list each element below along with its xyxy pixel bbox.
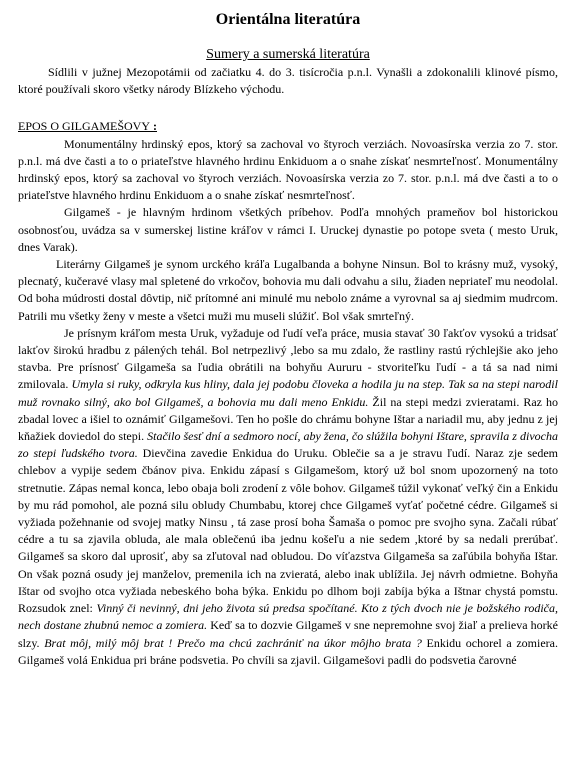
epic-heading-colon: : (153, 119, 158, 134)
epic-heading (18, 118, 558, 135)
p4-text-i: Enkidu ochorel a zomiera. Gilgameš volá Enkidua pri bráne podsvetia. Po chvíli sa zjavil. Gilgamešovi padli do podsvetia čarovné (18, 635, 558, 667)
paragraph-4 (18, 325, 558, 669)
epic-heading-text: EPOS O GILGAMEŠOVY (18, 119, 151, 134)
p4-text-c: Žil na stepi medzi zvieratami. Raz ho zbadal lovec a išiel to oznámiť Gilgamešovi. Ten ho pošle do chrámu bohyne Ištar a nariadil mu, aby jednu z jej kňažiek doviedol do stepi. (18, 394, 558, 444)
p4-text-e: Dievčina zavedie Enkidua do Uruku. Oblečie sa a je stravu ľudí. Naraz zje sedem chlebov a vypije sedem čbánov piva. Enkidu zápasí s Gilgamešom, ktorý už bol snom upozornený na toto stretnutie. Zápas nemal konca, lebo obaja boli zrodení z vôle bohov. Gilgameš túžil vykonať veľký čin a Enkidu by mu rád pomohol, ale pozná silu obludy Chumbabu, ktorej chce Gilgameš vyťať početné cédre. Gilgameš si vyžiada požehnanie od svojej matky Ninsu , tá zase prosí boha Šamaša o pomoc pre svojho syna. Začali rúbať cédre a tu sa zjavila obluda, ale mala oblečenú iba jednu košeľu a nie sedem ,ktoré by sa nedali prerúbať. Gilgameš sa skoro dal uprosiť, aby sa zľutoval nad obludou. Do víťazstva Gilgameša sa zaľúbila bohyňa Ištar. On však pozná osudy jej manželov, premenila ich na zvieratá, alebo inak ublížila. Jej návrh odmietne. Bohyňa Ištar od svojho otca vyžiada nebeského boha býka. Enkidu po dlhom boji zabíja býka a Ištnar chystá pomstu. Rozsudok znel: (18, 446, 558, 616)
paragraph-3: Literárny Gilgameš je synom urckého kráľa Lugalbanda a bohyne Ninsun. Bol to krásny muž, vysoký, plecnatý, kučeravé vlasy mal spletené do vrkočov, bohovia mu dali odvahu a silu, žiaden nepriateľ mu neodolal. Od boha múdrosti dostal dôvtip, nič prítomné ani minulé mu nebolo známe a vyrovnal sa aj siedmim mudrcom. Patrili mu všetky ženy v meste a všetci muži mu museli slúžiť. Bol však smrteľný. (18, 257, 558, 323)
p4-italic-f: Vinný či nevinný, dni jeho života sú predsa spočítané. Kto z tých dvoch nie je božského rodiča, nech dostane zhubnú nemoc a zomiera. (18, 601, 558, 633)
p4-italic-b: Umyla si ruky, odkryla kus hliny, dala jej podobu človeka a hodila ju na step. Tak sa na stepi narodil muž rovnako silný, ako bol Gilgameš, a bohovia mu dali meno Enkidu. (18, 377, 558, 409)
section-subtitle: Sumery a sumerská literatúra (206, 47, 370, 62)
intro-paragraph: Sídlili v južnej Mezopotámii od začiatku 4. do 3. tisícročia p.n.l. Vynašli a zdokonalili klinové písmo, ktoré používali skoro všetky národy Blízkeho východu. (18, 65, 558, 97)
p4-text-g: Keď sa to dozvie Gilgameš v sne nepremohne svoj žiaľ a prelieva horké slzy. (18, 618, 558, 650)
p4-italic-d: Stačilo šesť dní a sedmoro nocí, aby žena, čo slúžila bohyni Ištare, spravila z divocha zo stepi ľudského tvora. (18, 429, 558, 461)
p4-italic-h: Brat môj, milý môj brat ! Prečo ma chcú zachrániť na úkor môjho brata ? (44, 635, 422, 650)
p4-text-a: Je prísnym kráľom mesta Uruk, vyžaduje od ľudí veľa práce, musia stavať 30 ľakťov vysokú a tridsať lakťov širokú hradbu z pálených tehál. Bol netrpezlivý ,lebo sa mu zdalo, že rastliny rastú rýchlejšie ako jeho stavba. Pre prísnosť Gilgameša sa ľudia obrátili na bohyňu Aururu - stvoriteľku ľudí - a tá sa nad nimi zmilovala. (18, 325, 558, 392)
document-title: Orientálna literatúra (215, 11, 361, 28)
paragraph-1: Monumentálny hrdinský epos, ktorý sa zachoval vo štyroch verziách. Novoasírska verzia zo 7. stor. p.n.l. má dve časti a to o priateľstve hlavného hrdinu Enkiduom a o snahe získať nesmrteľnosť. Monumentálny hrdinský epos, ktorý sa zachoval vo štyroch verziách. Novoasírska verzia zo 7. stor. p.n.l. má dve časti a to o priateľstve hlavného hrdinu Enkiduom a o snahe získať nesmrteľnosť. (18, 136, 558, 203)
paragraph-2: Gilgameš - je hlavným hrdinom všetkých príbehov. Podľa mnohých prameňov bol historickou osobnosťou, uvádza sa v sumerskej listine kráľov v rámci I. Uruckej dynastie po potope sveta ( mesto Uruk, dnes Varak). (18, 205, 558, 254)
